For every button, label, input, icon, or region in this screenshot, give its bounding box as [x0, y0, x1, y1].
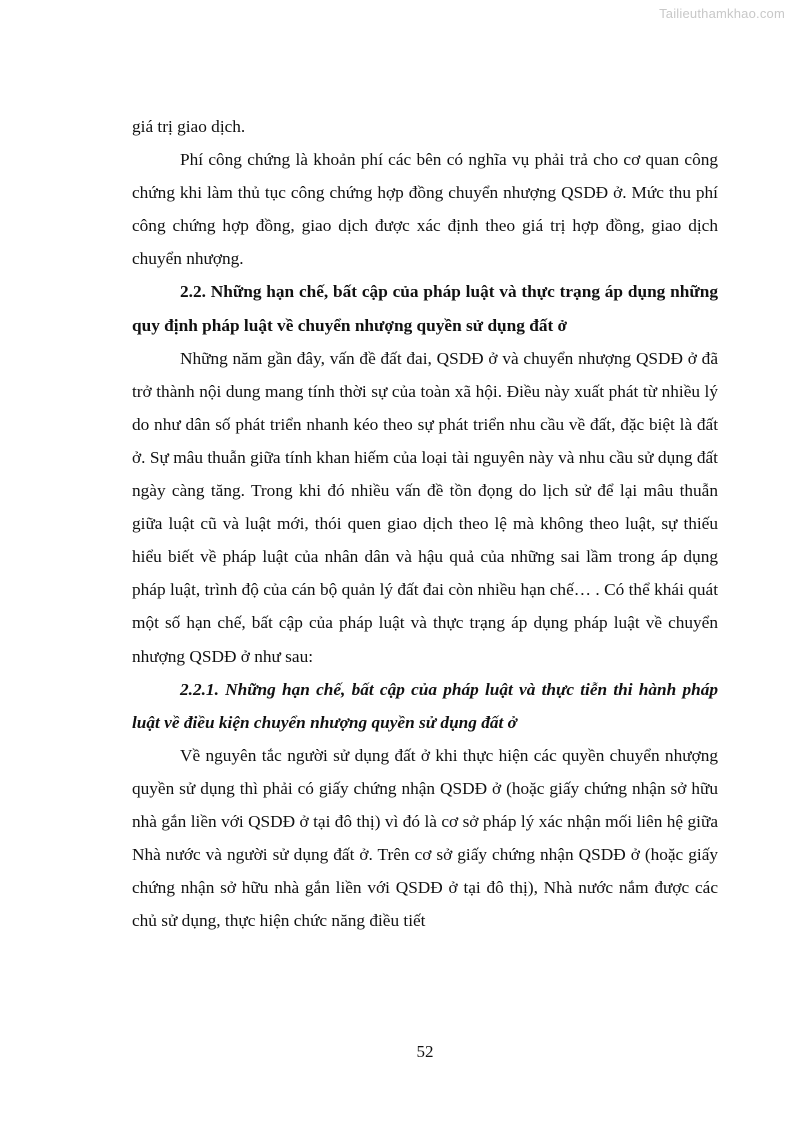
watermark-text: Tailieuthamkhao.com [659, 6, 785, 21]
paragraph-land-issues: Những năm gần đây, vấn đề đất đai, QSDĐ ở và chuyển nhượng QSDĐ ở đã trở thành nội dung mang tính thời sự của toàn xã hội. Điều này xuất phát từ nhiều lý do như dân số phát triển nhanh kéo theo sự phát triển nhu cầu về đất, đặc biệt là đất ở. Sự mâu thuẫn giữa tính khan hiếm của loại tài nguyên này và nhu cầu sử dụng đất ngày càng tăng. Trong khi đó nhiều vấn đề tồn đọng do lịch sử để lại mâu thuẫn giữa luật cũ và luật mới, thói quen giao dịch theo lệ mà không theo luật, sự thiếu hiểu biết về pháp luật của nhân dân và hậu quả của những sai lầm trong áp dụng pháp luật, trình độ của cán bộ quản lý đất đai còn nhiều hạn chế… . Có thể khái quát một số hạn chế, bất cập của pháp luật và thực trạng áp dụng pháp luật về chuyển nhượng QSDĐ ở như sau: [132, 348, 718, 666]
subsection-heading-2-2-1: 2.2.1. Những hạn chế, bất cập của pháp luật và thực tiễn thi hành pháp luật về điều kiện chuyển nhượng quyền sử dụng đất ở [132, 679, 718, 732]
document-body [132, 110, 718, 937]
paragraph-continuation: giá trị giao dịch. [132, 117, 246, 136]
paragraph-certificate-principle: Về nguyên tắc người sử dụng đất ở khi thực hiện các quyền chuyển nhượng quyền sử dụng thì phải có giấy chứng nhận QSDĐ ở (hoặc giấy chứng nhận sở hữu nhà gắn liền với QSDĐ ở tại đô thị) vì đó là cơ sở pháp lý xác nhận mối liên hệ giữa Nhà nước và người sử dụng đất ở. Trên cơ sở giấy chứng nhận QSDĐ ở (hoặc giấy chứng nhận sở hữu nhà gắn liền với QSDĐ ở tại đô thị), Nhà nước nắm được các chủ sử dụng, thực hiện chức năng điều tiết [132, 745, 718, 931]
section-heading-2-2: 2.2. Những hạn chế, bất cập của pháp luật và thực trạng áp dụng những quy định pháp luật về chuyển nhượng quyền sử dụng đất ở [132, 282, 718, 335]
page-number: 52 [416, 1042, 434, 1061]
paragraph-notary-fee: Phí công chứng là khoản phí các bên có nghĩa vụ phải trả cho cơ quan công chứng khi làm thủ tục công chứng hợp đồng chuyển nhượng QSDĐ ở. Mức thu phí công chứng hợp đồng, giao dịch được xác định theo giá trị hợp đồng, giao dịch chuyển nhượng. [132, 150, 718, 269]
